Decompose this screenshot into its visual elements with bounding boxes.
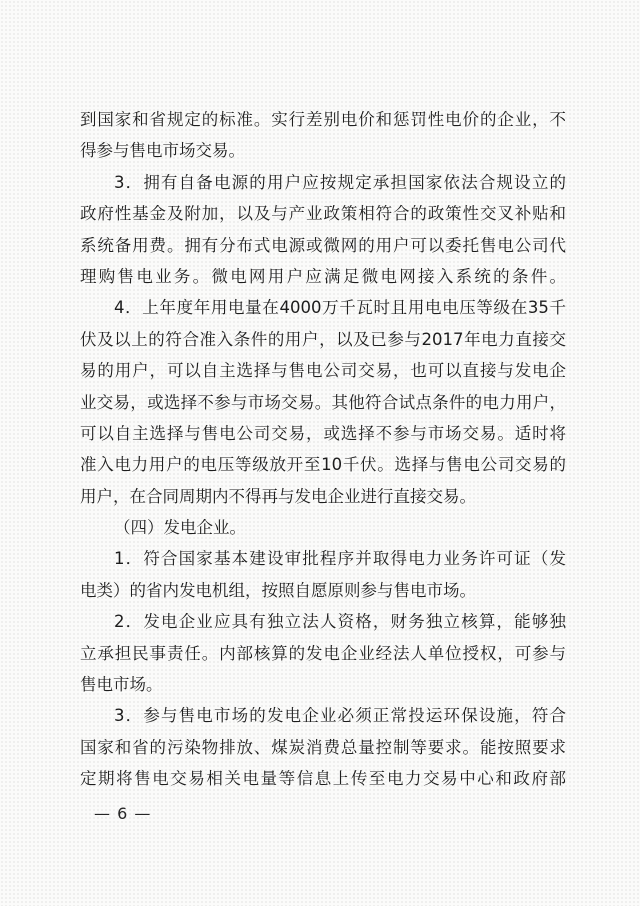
text-line: 国家和省的污染物排放、煤炭消费总量控制等要求。能按照要求 xyxy=(80,737,566,757)
text-line: 伏及以上的符合准入条件的用户，以及已参与2017年电力直接交 xyxy=(80,329,566,349)
text-line: 可以自主选择与售电公司交易，或选择不参与市场交易。适时将 xyxy=(80,423,566,443)
text-line: 业交易，或选择不参与市场交易。其他符合试点条件的电力用户， xyxy=(80,392,566,412)
text-line: 3．参与售电市场的发电企业必须正常投运环保设施，符合 xyxy=(114,706,566,726)
text-line: 理购售电业务。微电网用户应满足微电网接入系统的条件。 xyxy=(80,266,566,286)
text-line: 电类）的省内发电机组，按照自愿原则参与售电市场。 xyxy=(80,580,476,600)
text-line: （四）发电企业。 xyxy=(114,518,246,538)
text-line: 3．拥有自备电源的用户应按规定承担国家依法合规设立的 xyxy=(114,172,566,192)
text-line: 系统备用费。拥有分布式电源或微网的用户可以委托售电公司代 xyxy=(80,235,566,255)
text-line: 得参与售电市场交易。 xyxy=(80,141,245,161)
text-line: 2．发电企业应具有独立法人资格，财务独立核算，能够独 xyxy=(114,612,566,632)
text-line: 售电市场。 xyxy=(80,675,163,695)
text-line: 1．符合国家基本建设审批程序并取得电力业务许可证（发 xyxy=(114,549,566,569)
text-line: 政府性基金及附加，以及与产业政策相符合的政策性交叉补贴和 xyxy=(80,204,566,224)
text-line: 易的用户，可以自主选择与售电公司交易，也可以直接与发电企 xyxy=(80,361,566,381)
text-line: 到国家和省规定的标准。实行差别电价和惩罚性电价的企业，不 xyxy=(80,110,566,129)
page-number: — 6 — xyxy=(94,804,152,823)
text-line: 用户，在合同周期内不得再与发电企业进行直接交易。 xyxy=(80,486,476,506)
text-line: 定期将售电交易相关电量等信息上传至电力交易中心和政府部 xyxy=(80,769,566,789)
text-line: 4．上年度年用电量在4000万千瓦时且用电电压等级在35千 xyxy=(114,298,566,318)
text-line: 立承担民事责任。内部核算的发电企业经法人单位授权，可参与 xyxy=(80,643,566,663)
text-line: 准入电力用户的电压等级放开至10千伏。选择与售电公司交易的 xyxy=(80,455,566,475)
document-body xyxy=(80,104,566,795)
